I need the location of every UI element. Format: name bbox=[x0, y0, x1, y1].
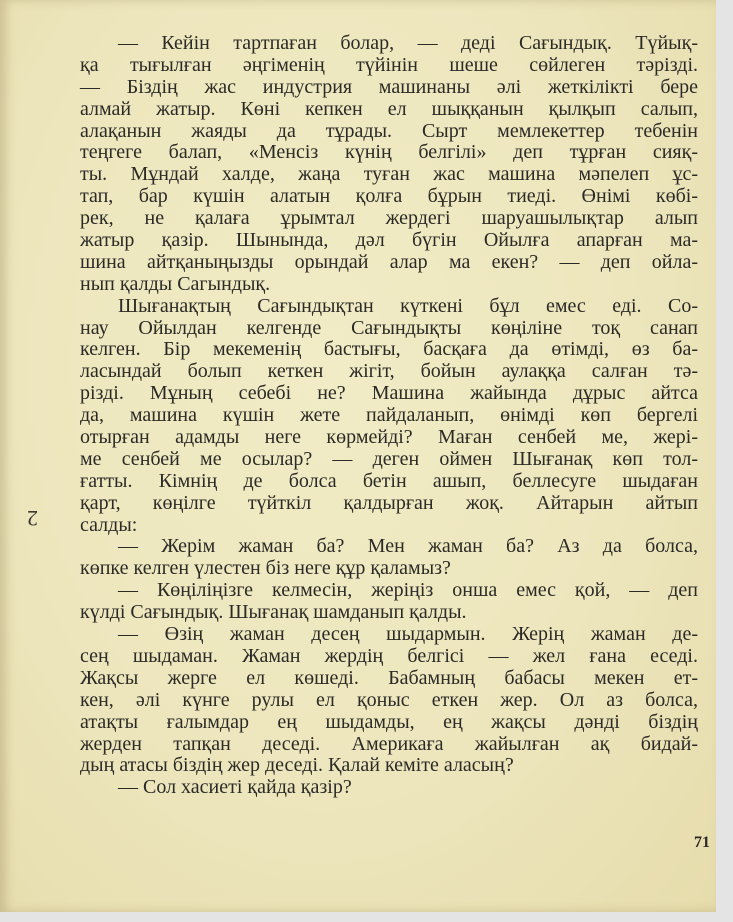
text-line: да, машина күшін жете пайдаланып, өнімді көп бергелі bbox=[80, 404, 698, 427]
text-line: — Кейін тартпаған болар, — деді Сағындық. Түйық- bbox=[118, 32, 698, 54]
text-line: різді. Мұның себебі не? Машина жайында дұрыс айтса bbox=[80, 382, 698, 405]
text-line: қа тығылған әңгіменің түйінін шеше сөйлеген тәрізді. bbox=[80, 53, 698, 76]
margin-mark: 2 bbox=[27, 506, 38, 531]
text-line: сең шыдаман. Жаман жердің белгісі — жел ғана еседі. bbox=[80, 644, 698, 667]
text-line: көпке келген үлестен біз неге құр қаламыз? bbox=[80, 557, 451, 580]
text-line: салды: bbox=[80, 513, 138, 536]
text-line: кен, әлі күнге рулы ел қоныс еткен жер. Ол аз болса, bbox=[80, 688, 698, 711]
text-line: — Көңіліңізге келмесін, жеріңіз онша емес қой, — деп bbox=[118, 579, 698, 602]
paragraph bbox=[80, 296, 698, 537]
text-line: — Сол хасиеті қайда қазір? bbox=[118, 776, 352, 799]
text-line: дың атасы біздің жер деседі. Қалай кеміте аласың? bbox=[80, 754, 514, 777]
text-line: ғатты. Кімнің де болса бетін ашып, беллесуге шыдаған bbox=[80, 469, 698, 492]
text-line: жатыр қазір. Шынында, дәл бүгін Ойылға апарған ма- bbox=[80, 229, 698, 252]
paragraph bbox=[80, 624, 698, 777]
text-line: ты. Мұндай халде, жаңа туған жас машина мәпелеп ұс- bbox=[80, 163, 698, 186]
paragraph bbox=[80, 580, 698, 624]
page-number: 71 bbox=[694, 834, 710, 851]
text-line: — Біздің жас индустрия машинаны әлі жеткілікті бере bbox=[80, 75, 698, 98]
text-line: Жақсы жерге ел көшеді. Бабамның бабасы мекен ет- bbox=[80, 666, 698, 689]
text-line: қарт, көңілге түйткіл қалдырған жоқ. Айтарын айтып bbox=[80, 491, 698, 514]
text-line: алақанын жаяды да тұрады. Сырт мемлекеттер тебенін bbox=[80, 119, 698, 142]
body-text bbox=[80, 33, 698, 799]
text-line: Шығанақтың Сағындықтан күткені бұл емес еді. Со- bbox=[118, 294, 698, 317]
text-line: ме сенбей ме осылар? — деген оймен Шығанақ көп тол- bbox=[80, 447, 698, 470]
text-line: алмай жатыр. Көні кепкен ел шыққанын қылқып салып, bbox=[80, 97, 698, 120]
text-line: тап, бар күшін алатын қолға бұрын тиеді. Өнімі көбі- bbox=[80, 185, 698, 208]
text-line: күлді Сағындық. Шығанақ шамданып қалды. bbox=[80, 601, 467, 624]
text-line: теңгеге балап, «Менсіз күнің белгілі» деп тұрған сияқ- bbox=[80, 141, 698, 164]
text-line: отырған адамды неге көрмейді? Маған сенбей ме, жері- bbox=[80, 426, 698, 449]
paragraph bbox=[80, 777, 698, 799]
text-line: нып қалды Сагындық. bbox=[80, 272, 271, 295]
text-line: рек, не қалаға ұрымтал жердегі шаруашылықтар алып bbox=[80, 207, 698, 230]
text-line: ласындай болып кеткен жігіт, бойын аулаққа салған тә- bbox=[80, 360, 698, 383]
text-line: нау Ойылдан келгенде Сағындықты көңіліне тоқ санап bbox=[80, 316, 698, 339]
text-line: атақты ғалымдар ең шыдамды, ең жақсы дәнді біздің bbox=[80, 710, 698, 733]
paragraph bbox=[80, 33, 698, 296]
text-line: келген. Бір мекеменің бастығы, басқаға да өтімді, өз ба- bbox=[80, 338, 698, 361]
text-line: — Жерім жаман ба? Мен жаман ба? Аз да болса, bbox=[118, 535, 698, 558]
text-line: жерден тапқан деседі. Америкаға жайылған ақ бидай- bbox=[80, 732, 698, 755]
paragraph bbox=[80, 536, 698, 580]
text-line: шина айтқаныңызды орындай алар ма екен? — деп ойла- bbox=[80, 250, 698, 273]
text-line: — Өзің жаман десең шыдармын. Жерің жаман де- bbox=[118, 623, 698, 646]
